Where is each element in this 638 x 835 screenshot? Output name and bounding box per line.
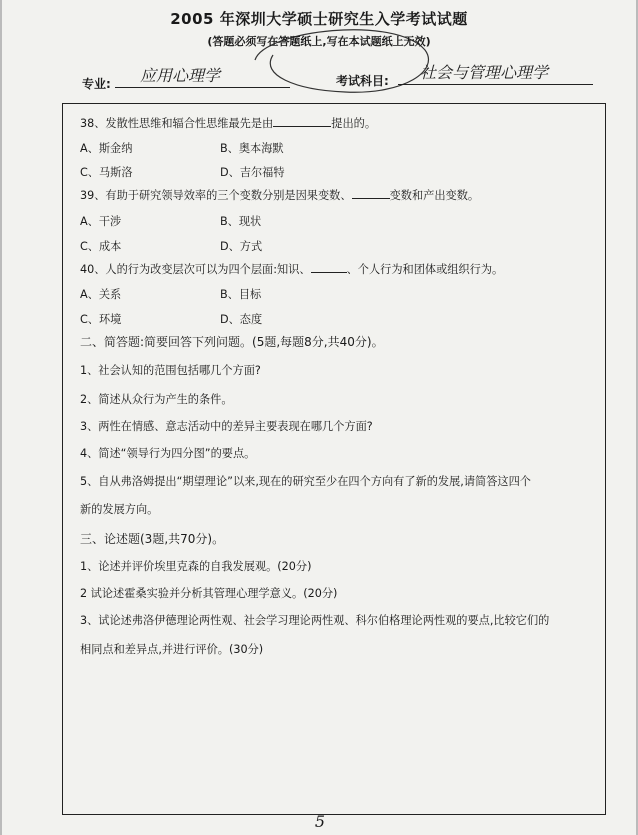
q40-blank [311,272,347,273]
question-38 [80,115,376,131]
major-label: 专业: [82,77,111,91]
exam-notice: (答题必须写在答题纸上,写在本试题纸上无效) [207,35,431,48]
q38-blank [273,126,331,127]
q40-option-d: D、态度 [220,313,263,326]
q39-stem-end: 变数和产出变数。 [389,189,480,202]
q38-stem-start: 38、发散性思维和辐合性思维最先是由 [80,117,274,130]
q38-option-a: A、斯金纳 [80,142,133,155]
question-40 [80,261,503,277]
subject-label: 考试科目: [336,74,389,88]
q40-option-a: A、关系 [80,288,122,301]
section-3-item-1: 1、论述并评价埃里克森的自我发展观。(20分) [80,560,312,573]
section-3-heading: 三、论述题(3题,共70分)。 [80,532,225,546]
q39-option-b: B、现状 [220,215,262,228]
q38-option-b: B、奥本海默 [220,142,284,155]
q40-option-c: C、环境 [80,313,122,326]
subject-underline [398,84,593,85]
section-2-item-5: 5、自从弗洛姆提出“期望理论”以来,现在的研究至少在四个方向有了新的发展,请简答这四个 [80,475,531,488]
subject-handwritten: 社会与管理心理学 [420,63,549,82]
q40-stem-end: 、个人行为和团体或组织行为。 [346,263,504,276]
major-underline [115,87,290,88]
exam-title: 2005 年深圳大学硕士研究生入学考试试题 [170,10,468,28]
section-2-heading: 二、简答题:简要回答下列问题。(5题,每题8分,共40分)。 [80,335,384,349]
section-2-item-4: 4、简述“领导行为四分图”的要点。 [80,447,256,460]
q38-stem-end: 提出的。 [331,117,377,130]
major-handwritten: 应用心理学 [140,66,221,85]
section-2-item-5-cont: 新的发展方向。 [80,503,159,516]
q38-option-d: D、吉尔福特 [220,166,285,179]
page-number: 5 [314,812,326,831]
q39-option-c: C、成本 [80,240,122,253]
page-edge-left [0,0,2,835]
section-2-item-3: 3、两性在情感、意志活动中的差异主要表现在哪几个方面? [80,420,373,433]
question-39 [80,187,479,203]
section-2-item-2: 2、简述从众行为产生的条件。 [80,393,233,406]
q39-blank [352,198,390,199]
q39-option-d: D、方式 [220,240,263,253]
q40-stem-start: 40、人的行为改变层次可以为四个层面:知识、 [80,263,311,276]
q39-option-a: A、干涉 [80,215,122,228]
section-3-item-2: 2 试论述霍桑实验并分析其管理心理学意义。(20分) [80,587,338,600]
section-3-item-3: 3、试论述弗洛伊德理论两性观、社会学习理论两性观、科尔伯格理论两性观的要点,比较它们的 [80,614,550,627]
section-2-item-1: 1、社会认知的范围包括哪几个方面? [80,364,261,377]
q39-stem-start: 39、有助于研究领导效率的三个变数分别是因果变数、 [80,189,352,202]
q38-option-c: C、马斯洛 [80,166,133,179]
section-3-item-3-cont: 相同点和差异点,并进行评价。(30分) [80,643,264,656]
q40-option-b: B、目标 [220,288,262,301]
